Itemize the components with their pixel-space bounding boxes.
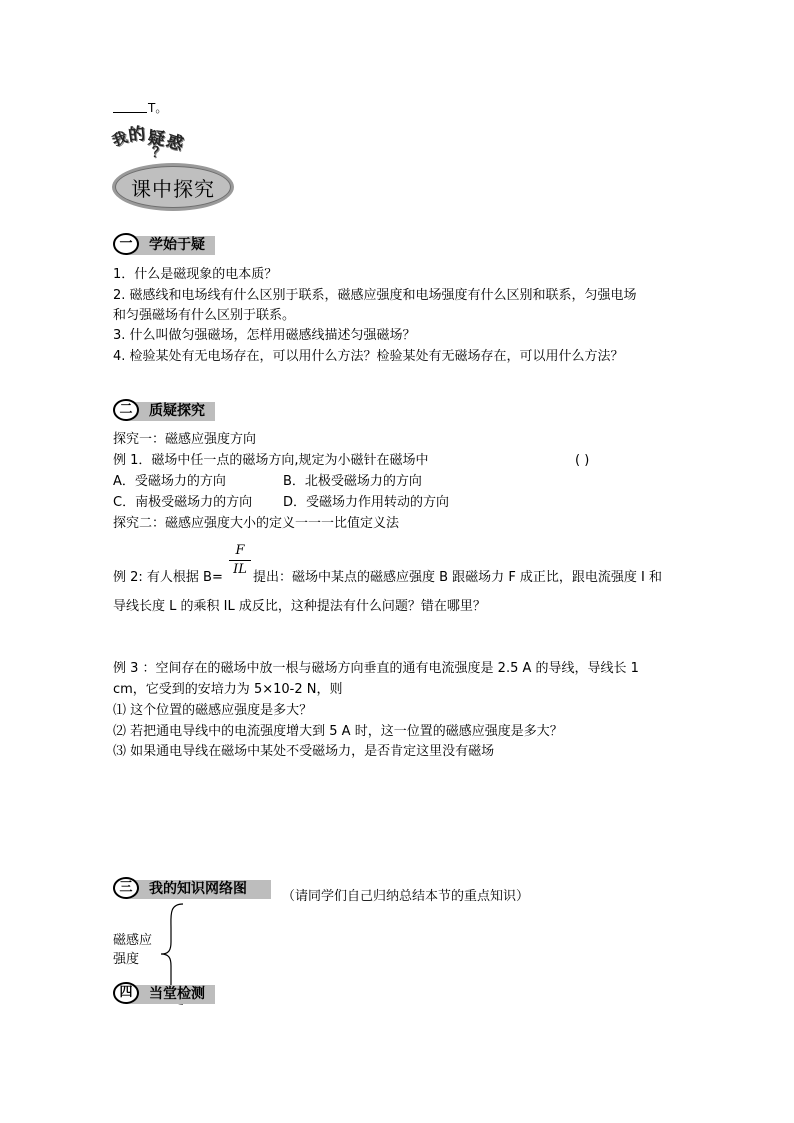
- doubt-char-2: 的: [127, 123, 147, 147]
- explore-1-title: 探究一：磁感应强度方向: [113, 432, 257, 447]
- formula-denominator: IL: [233, 562, 247, 577]
- example-2-line-2: 导线长度 L 的乘积 IL 成反比，这种提法有什么问题？错在哪里？: [113, 599, 486, 614]
- answer-blank[interactable]: [113, 112, 147, 113]
- section-title: 质疑探究: [149, 403, 205, 419]
- doubt-char-4: 惑: [163, 130, 186, 156]
- blank-unit: T。: [148, 101, 168, 115]
- section-number: 一: [113, 233, 139, 255]
- network-label-line-1: 磁感应: [113, 933, 153, 948]
- class-heading: 课中探究: [115, 166, 231, 208]
- answer-bracket[interactable]: ( ): [575, 453, 590, 468]
- section-number: 三: [113, 877, 139, 899]
- formula-numerator: F: [235, 543, 245, 558]
- example-1-option-b: B．北极受磁场力的方向: [283, 474, 422, 489]
- section-header-3: [113, 877, 271, 901]
- network-note: （请同学们自己归纳总结本节的重点知识）: [282, 889, 530, 904]
- section-title: 学始于疑: [149, 237, 205, 253]
- example-2-text: 提出：磁场中某点的磁感应强度 B 跟磁场力 F 成正比，跟电流强度 I 和: [253, 570, 663, 585]
- doubt-char-1: 我: [109, 127, 130, 150]
- example-1-option-c: C．南极受磁场力的方向: [113, 495, 253, 510]
- question-3: 3. 什么叫做匀强磁场，怎样用磁感线描述匀强磁场？: [113, 328, 416, 343]
- question-4: 4. 检验某处有无电场存在，可以用什么方法？检验某处有无磁场存在，可以用什么方法？: [113, 349, 624, 364]
- question-1: 1．什么是磁现象的电本质？: [113, 267, 278, 282]
- example-3-line-2: cm，它受到的安培力为 5×10-2 N，则: [113, 682, 343, 697]
- example-1-option-d: D．受磁场力作用转动的方向: [283, 495, 450, 510]
- section-title: 当堂检测: [149, 986, 205, 1002]
- example-1-option-a: A．受磁场力的方向: [113, 474, 226, 489]
- doubt-char-3: 疑: [146, 128, 166, 150]
- my-doubt-graphic: [109, 118, 192, 161]
- example-3-sub-1: ⑴ 这个位置的磁感应强度是多大？: [113, 703, 313, 718]
- example-3-line-1: 例 3 ：空间存在的磁场中放一根与磁场方向垂直的通有电流强度是 2.5 A 的导线，导线长 1: [113, 661, 639, 676]
- section-header-4: [113, 982, 215, 1006]
- section-number: 二: [113, 399, 139, 421]
- example-1-stem: 例 1．磁场中任一点的磁场方向,规定为小磁针在磁场中: [113, 453, 429, 468]
- doubt-char-5: ？: [152, 145, 166, 161]
- network-label-line-2: 强度: [113, 952, 140, 967]
- explore-2-title: 探究二：磁感应强度大小的定义一一一比值定义法: [113, 516, 400, 531]
- section-header-2: [113, 399, 215, 423]
- question-2-cont: 和匀强磁场有什么区别于联系。: [113, 308, 296, 323]
- question-2: 2. 磁感线和电场线有什么区别于联系，磁感应强度和电场强度有什么区别和联系，匀强电场: [113, 288, 637, 303]
- example-3-sub-2: ⑵ 若把通电导线中的电流强度增大到 5 A 时，这一位置的磁感应强度是多大？: [113, 724, 563, 739]
- formula-fraction: [229, 543, 251, 578]
- fraction-bar: [229, 560, 251, 561]
- section-number: 四: [113, 982, 139, 1004]
- section-title: 我的知识网络图: [149, 881, 247, 897]
- section-header-1: [113, 233, 215, 257]
- example-2-prefix: 例 2: 有人根据 B=: [113, 570, 223, 585]
- example-3-sub-3: ⑶ 如果通电导线在磁场中某处不受磁场力，是否肯定这里没有磁场: [113, 744, 495, 759]
